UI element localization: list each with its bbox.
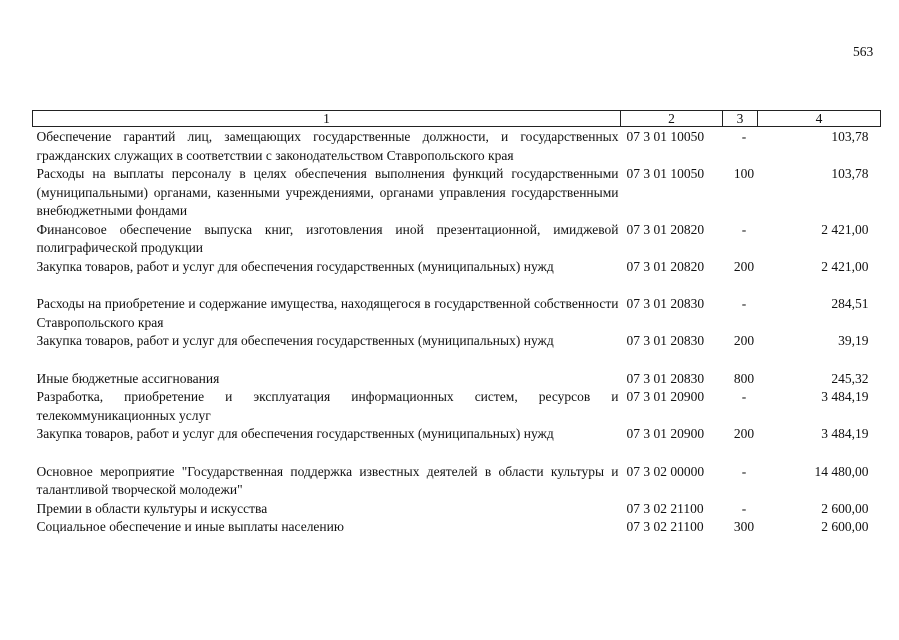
row-code: 07 3 01 10050	[626, 129, 705, 144]
row-expense-type: 200	[733, 426, 755, 441]
row-code: 07 3 01 20830	[626, 296, 705, 311]
row-expense-type: -	[741, 389, 747, 404]
row-expense-type: -	[741, 221, 747, 237]
row-name: Закупка товаров, работ и услуг для обеспечения государственных (муниципальных) нужд	[36, 258, 554, 274]
row-amount: 3 484,19	[821, 389, 869, 404]
row-name: Основное мероприятие "Государственная поддержка известных деятелей в области культуры и талантливой творческой молодежи"	[36, 463, 619, 497]
budget-table	[32, 110, 881, 537]
table-row	[33, 221, 881, 258]
row-expense-type: 200	[733, 333, 755, 348]
row-code: 07 3 01 10050	[626, 166, 705, 181]
row-amount: 2 600,00	[821, 519, 869, 534]
column-header-name: 1	[33, 111, 621, 127]
table-row	[33, 518, 881, 537]
row-expense-type: -	[741, 129, 747, 144]
row-name: Социальное обеспечение и иные выплаты населению	[36, 519, 344, 534]
row-name: Расходы на выплаты персоналу в целях обеспечения выполнения функций государственными (муниципальными) органами, казенными учреждениями, органами управления государственными внебюджетными фондами	[36, 166, 619, 218]
column-header-code: 2	[621, 111, 723, 127]
row-expense-type: 800	[733, 370, 755, 386]
row-amount: 284,51	[831, 296, 869, 311]
table-row	[33, 370, 881, 389]
row-amount: 14 480,00	[814, 463, 869, 479]
row-expense-type: -	[741, 296, 747, 311]
row-code: 07 3 01 20830	[626, 333, 705, 348]
row-name: Премии в области культуры и искусства	[36, 500, 268, 516]
table-row	[33, 295, 881, 332]
row-code: 07 3 01 20820	[626, 221, 705, 237]
row-amount: 2 600,00	[821, 500, 869, 516]
row-code: 07 3 02 21100	[626, 500, 704, 516]
row-expense-type: 300	[733, 519, 755, 534]
table-row	[33, 425, 881, 463]
row-name: Обеспечение гарантий лиц, замещающих государственные должности, и государственных гражданских служащих в соответствии с законодательством Ставропольского края	[36, 129, 619, 163]
row-code: 07 3 02 21100	[626, 519, 704, 534]
row-code: 07 3 01 20900	[626, 426, 705, 441]
row-name: Закупка товаров, работ и услуг для обеспечения государственных (муниципальных) нужд	[36, 333, 554, 348]
row-expense-type: -	[741, 463, 747, 479]
row-code: 07 3 01 20820	[626, 258, 705, 274]
row-amount: 103,78	[831, 129, 869, 144]
row-name: Иные бюджетные ассигнования	[36, 370, 220, 386]
table-row	[33, 258, 881, 296]
row-name: Расходы на приобретение и содержание имущества, находящегося в государственной собственности Ставропольского края	[36, 296, 619, 330]
table-row	[33, 332, 881, 370]
table-row	[33, 463, 881, 500]
row-code: 07 3 01 20900	[626, 389, 705, 404]
row-amount: 2 421,00	[821, 258, 869, 274]
row-amount: 2 421,00	[821, 221, 869, 237]
row-code: 07 3 01 20830	[626, 370, 705, 386]
table-row	[33, 500, 881, 519]
table-header-row	[33, 111, 881, 127]
table-row	[33, 165, 881, 221]
row-expense-type: 200	[733, 258, 755, 274]
row-expense-type: -	[741, 500, 747, 516]
row-amount: 39,19	[838, 333, 869, 348]
row-amount: 3 484,19	[821, 426, 869, 441]
row-name: Финансовое обеспечение выпуска книг, изготовления иной презентационной, имиджевой полиграфической продукции	[36, 221, 619, 255]
column-header-expense-type: 3	[723, 111, 758, 127]
table-body	[33, 127, 881, 537]
page-number: 563	[853, 44, 874, 59]
row-name: Закупка товаров, работ и услуг для обеспечения государственных (муниципальных) нужд	[36, 426, 554, 441]
table-row	[33, 127, 881, 166]
row-amount: 245,32	[831, 370, 869, 386]
row-amount: 103,78	[831, 166, 869, 181]
table-row	[33, 388, 881, 425]
row-name: Разработка, приобретение и эксплуатация информационных систем, ресурсов и телекоммуникационных услуг	[36, 389, 619, 423]
row-expense-type: 100	[733, 166, 755, 181]
column-header-amount: 4	[758, 111, 881, 127]
row-code: 07 3 02 00000	[626, 463, 705, 479]
